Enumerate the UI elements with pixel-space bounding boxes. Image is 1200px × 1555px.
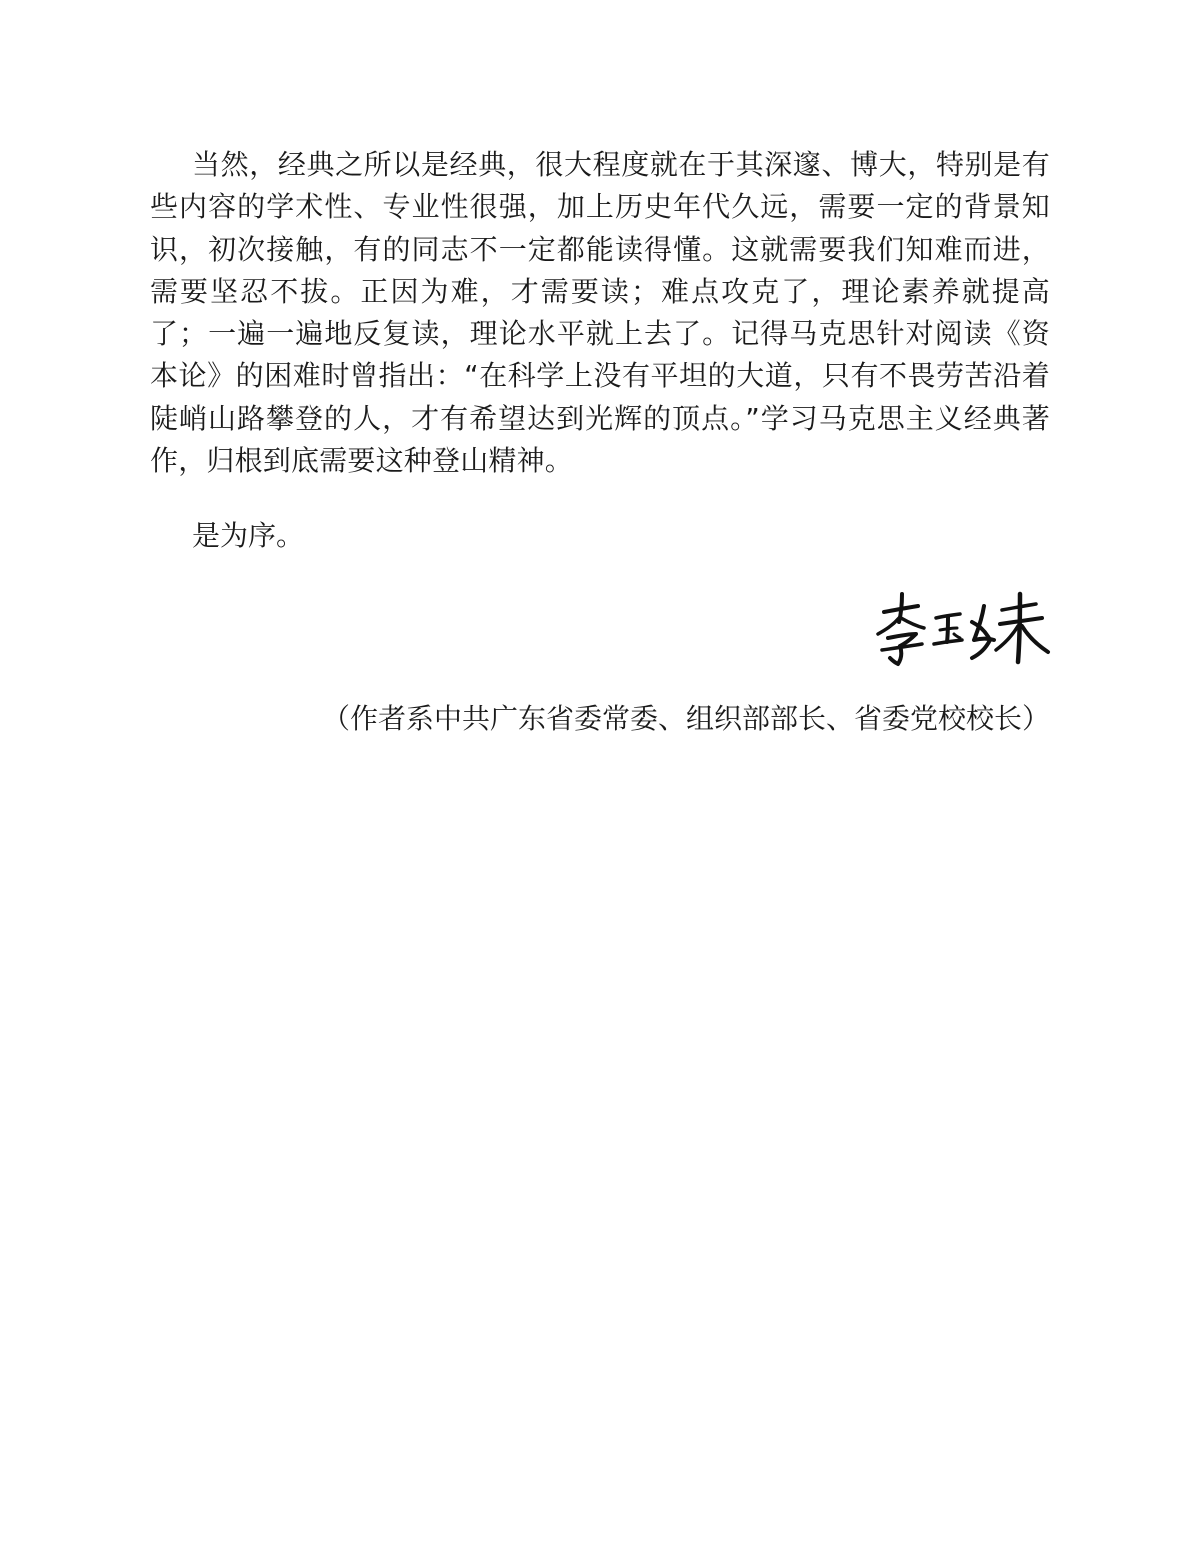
author-note: （作者系中共广东省委常委、组织部部长、省委党校校长） bbox=[321, 702, 1050, 735]
closing-paragraph: 是为序。 bbox=[192, 519, 305, 552]
signature-icon bbox=[872, 588, 1052, 668]
body-paragraph: 当然，经典之所以是经典，很大程度就在于其深邃、博大，特别是有些内容的学术性、专业性很强，加上历史年代久远，需要一定的背景知识，初次接触，有的同志不一定都能读得懂。这就需要我们知难而进，需要坚忍不拔。正因为难，才需要读；难点攻克了，理论素养就提高了；一遍一遍地反复读，理论水平就上去了。记得马克思针对阅读《资本论》的困难时曾指出：“在科学上没有平坦的大道，只有不畏劳苦沿着陡峭山路攀登的人，才有希望达到光辉的顶点。”学习马克思主义经典著作，归根到底需要这种登山精神。 bbox=[150, 148, 1050, 478]
author-signature bbox=[872, 588, 1052, 668]
